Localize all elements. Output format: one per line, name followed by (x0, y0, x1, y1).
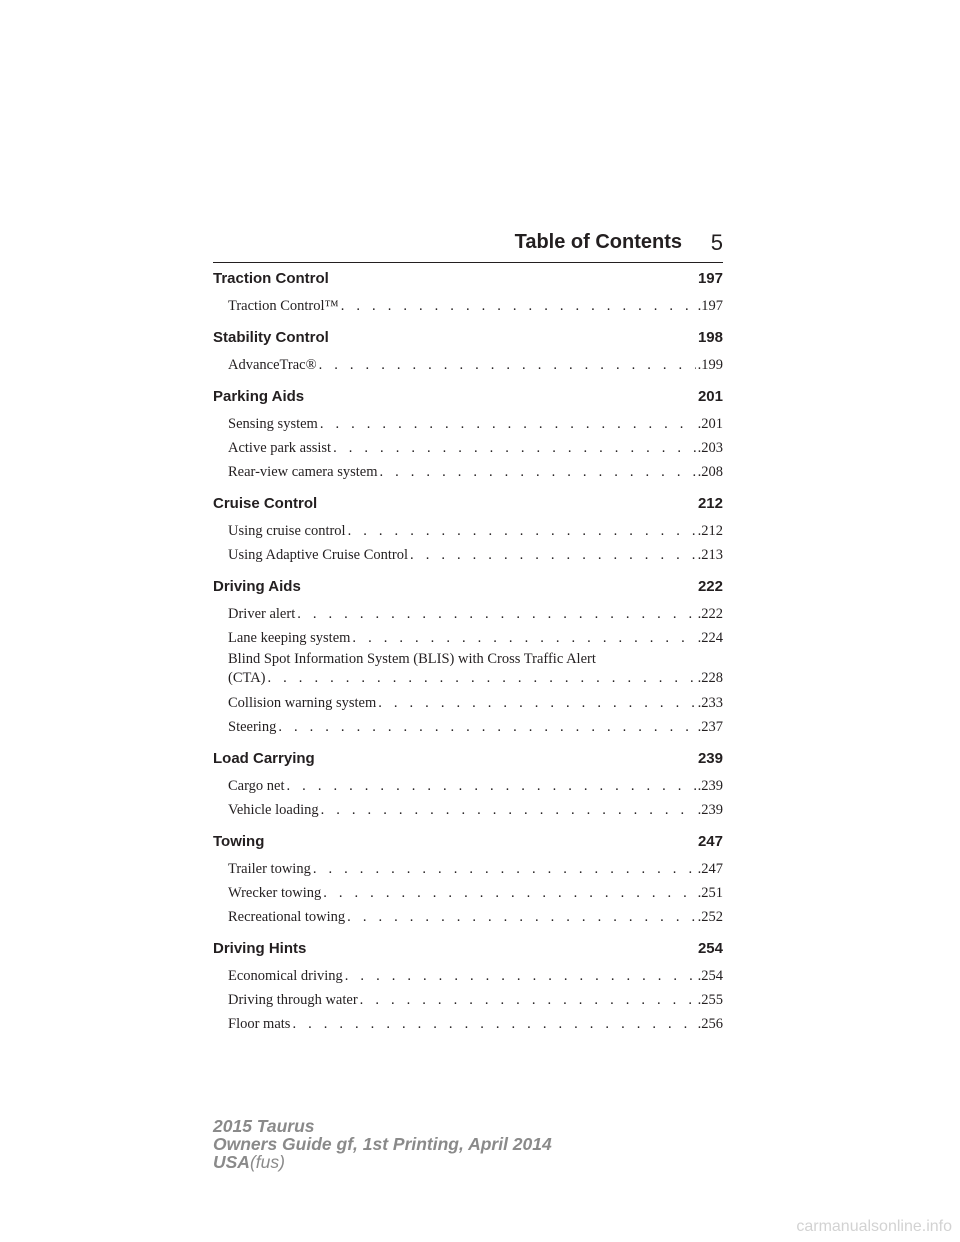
entry-page-number: 224 (701, 630, 723, 646)
dot-leader (323, 881, 695, 905)
entry-page-number: 255 (701, 992, 723, 1008)
entry-page-number: 233 (701, 695, 723, 711)
entry-page (698, 294, 723, 318)
footer-region (213, 1153, 552, 1171)
section-title: Traction Control (213, 270, 329, 287)
entry-title: Using Adaptive Cruise Control (228, 547, 409, 563)
dot-leader (321, 798, 696, 822)
toc-section (213, 386, 723, 484)
entry-page-number: 239 (701, 802, 723, 818)
section-page: 222 (697, 578, 723, 595)
entry-page (698, 774, 723, 798)
toc-entry[interactable] (213, 857, 723, 881)
section-heading[interactable] (213, 938, 723, 960)
entry-page-number: 213 (701, 547, 723, 563)
entry-title: Active park assist (228, 440, 332, 456)
entry-page (698, 857, 723, 881)
toc-entry[interactable] (213, 543, 723, 567)
dot-leader (268, 668, 696, 688)
entry-title: Recreational towing (228, 909, 346, 925)
page-prefix-dot: . (697, 606, 702, 622)
entry-page (698, 905, 723, 929)
entry-title: Floor mats (228, 1016, 291, 1032)
dot-leader (319, 353, 696, 377)
entry-page-number: 256 (701, 1016, 723, 1032)
page-prefix-dot: . (697, 968, 702, 984)
toc-entry[interactable] (213, 1012, 723, 1036)
toc-section (213, 576, 723, 739)
entry-page (698, 881, 723, 905)
toc-entry[interactable] (213, 964, 723, 988)
page-prefix-dot: . (697, 802, 702, 818)
entry-page (698, 436, 723, 460)
entry-page-number: 228 (701, 670, 723, 686)
entry-title: Economical driving (228, 968, 343, 984)
footer-model: 2015 Taurus (213, 1116, 315, 1136)
toc-entry[interactable] (213, 881, 723, 905)
section-page: 197 (697, 270, 723, 287)
page-prefix-dot: . (697, 885, 702, 901)
entry-title: Rear-view camera system (228, 464, 378, 480)
section-heading[interactable] (213, 748, 723, 770)
entry-title: Collision warning system (228, 695, 377, 711)
entry-page (698, 668, 723, 688)
toc-section (213, 831, 723, 929)
toc-entry[interactable] (213, 294, 723, 318)
page-prefix-dot: . (697, 416, 702, 432)
section-title: Cruise Control (213, 495, 318, 512)
page-title: Table of Contents (514, 231, 682, 253)
dot-leader (287, 774, 696, 798)
dot-leader (333, 436, 696, 460)
entry-title: Trailer towing (228, 861, 311, 877)
section-title: Stability Control (213, 329, 329, 346)
dot-leader (320, 412, 696, 436)
entry-title: Driver alert (228, 606, 296, 622)
section-heading[interactable] (213, 268, 723, 290)
section-heading[interactable] (213, 493, 723, 515)
section-page: 247 (697, 833, 723, 850)
entry-page (698, 691, 723, 715)
page-prefix-dot: . (697, 298, 702, 314)
page-number: 5 (710, 230, 723, 255)
section-page: 201 (697, 388, 723, 405)
entry-page (698, 543, 723, 567)
toc-section (213, 327, 723, 377)
toc-section (213, 493, 723, 567)
section-heading[interactable] (213, 576, 723, 598)
entry-page-number: 208 (701, 464, 723, 480)
dot-leader (278, 715, 695, 739)
footer-region-code: USA (213, 1152, 250, 1172)
toc-entry[interactable] (213, 412, 723, 436)
toc-entry[interactable] (213, 905, 723, 929)
section-heading[interactable] (213, 327, 723, 349)
entry-page (698, 798, 723, 822)
dot-leader (297, 602, 695, 626)
dot-leader (348, 519, 696, 543)
dot-leader (378, 691, 695, 715)
page-prefix-dot: . (697, 547, 702, 563)
toc-entry[interactable] (213, 774, 723, 798)
toc-section (213, 938, 723, 1036)
section-heading[interactable] (213, 386, 723, 408)
page-prefix-dot: . (697, 670, 702, 686)
entry-page (698, 412, 723, 436)
entry-page-number: 254 (701, 968, 723, 984)
section-page: 198 (697, 329, 723, 346)
page-prefix-dot: . (697, 778, 702, 794)
entry-title: AdvanceTrac® (228, 357, 317, 373)
dot-leader (292, 1012, 695, 1036)
entry-page (698, 964, 723, 988)
footer-region-suffix: (fus) (249, 1152, 285, 1172)
toc-section (213, 268, 723, 318)
entry-page-number: 203 (701, 440, 723, 456)
toc-entry[interactable] (213, 626, 723, 650)
page-prefix-dot: . (697, 357, 702, 373)
toc-entry[interactable] (213, 988, 723, 1012)
entry-page (698, 353, 723, 377)
page-prefix-dot: . (697, 861, 702, 877)
entry-title: Driving through water (228, 992, 358, 1008)
entry-page-number: 237 (701, 719, 723, 735)
toc-entry[interactable] (213, 602, 723, 626)
entry-title: Sensing system (228, 416, 318, 432)
entry-page-number: 222 (701, 606, 723, 622)
toc-entry[interactable] (213, 798, 723, 822)
entry-page (698, 988, 723, 1012)
section-page: 239 (697, 750, 723, 767)
watermark: carmanualsonline.info (796, 1218, 952, 1235)
section-page: 212 (697, 495, 723, 512)
entry-page (698, 626, 723, 650)
entry-page-number: 199 (701, 357, 723, 373)
entry-title: Using cruise control (228, 523, 346, 539)
footer (213, 1117, 552, 1171)
entry-title: Vehicle loading (228, 802, 319, 818)
toc-section (213, 748, 723, 822)
entry-title: Wrecker towing (228, 885, 322, 901)
entry-title: Steering (228, 719, 277, 735)
entry-page (698, 1012, 723, 1036)
page-prefix-dot: . (697, 630, 702, 646)
toc-entry[interactable] (213, 353, 723, 377)
dot-leader (341, 294, 696, 318)
entry-page (698, 519, 723, 543)
page-header (213, 230, 723, 263)
section-title: Parking Aids (213, 388, 305, 405)
page-prefix-dot: . (697, 523, 702, 539)
dot-leader (379, 460, 695, 484)
entry-title: Lane keeping system (228, 630, 351, 646)
page-prefix-dot: . (697, 1016, 702, 1032)
entry-title: Blind Spot Information System (BLIS) with Cross Traffic Alert (228, 651, 596, 667)
section-title: Load Carrying (213, 750, 315, 767)
page-prefix-dot: . (697, 992, 702, 1008)
dot-leader (347, 905, 695, 929)
entry-continuation (228, 668, 723, 688)
section-title: Driving Aids (213, 578, 301, 595)
entry-page (698, 715, 723, 739)
entry-page-number: 201 (701, 416, 723, 432)
page-prefix-dot: . (697, 719, 702, 735)
entry-page-number: 252 (701, 909, 723, 925)
dot-leader (352, 626, 695, 650)
toc-entry[interactable] (213, 436, 723, 460)
entry-title: Traction Control™ (228, 298, 339, 314)
entry-page-number: 197 (701, 298, 723, 314)
entry-page-number: 212 (701, 523, 723, 539)
toc-entry[interactable] (213, 650, 723, 691)
dot-leader (360, 988, 696, 1012)
toc-entry[interactable] (213, 715, 723, 739)
page-prefix-dot: . (697, 695, 702, 711)
dot-leader (313, 857, 696, 881)
page-prefix-dot: . (697, 440, 702, 456)
entry-title-cont: (CTA) (228, 670, 266, 686)
toc-entry[interactable] (213, 460, 723, 484)
section-title: Driving Hints (213, 940, 307, 957)
dot-leader (410, 543, 696, 567)
entry-page (698, 460, 723, 484)
page-prefix-dot: . (697, 909, 702, 925)
dot-leader (345, 964, 696, 988)
toc-entry[interactable] (213, 519, 723, 543)
entry-title: Cargo net (228, 778, 285, 794)
entry-page-number: 251 (701, 885, 723, 901)
entry-page-number: 247 (701, 861, 723, 877)
entry-page (698, 602, 723, 626)
footer-edition: Owners Guide gf, 1st Printing, April 2014 (213, 1134, 552, 1154)
entry-page-number: 239 (701, 778, 723, 794)
section-heading[interactable] (213, 831, 723, 853)
section-page: 254 (697, 940, 723, 957)
section-title: Towing (213, 833, 265, 850)
page-prefix-dot: . (697, 464, 702, 480)
toc-entry[interactable] (213, 691, 723, 715)
table-of-contents (213, 268, 723, 1045)
